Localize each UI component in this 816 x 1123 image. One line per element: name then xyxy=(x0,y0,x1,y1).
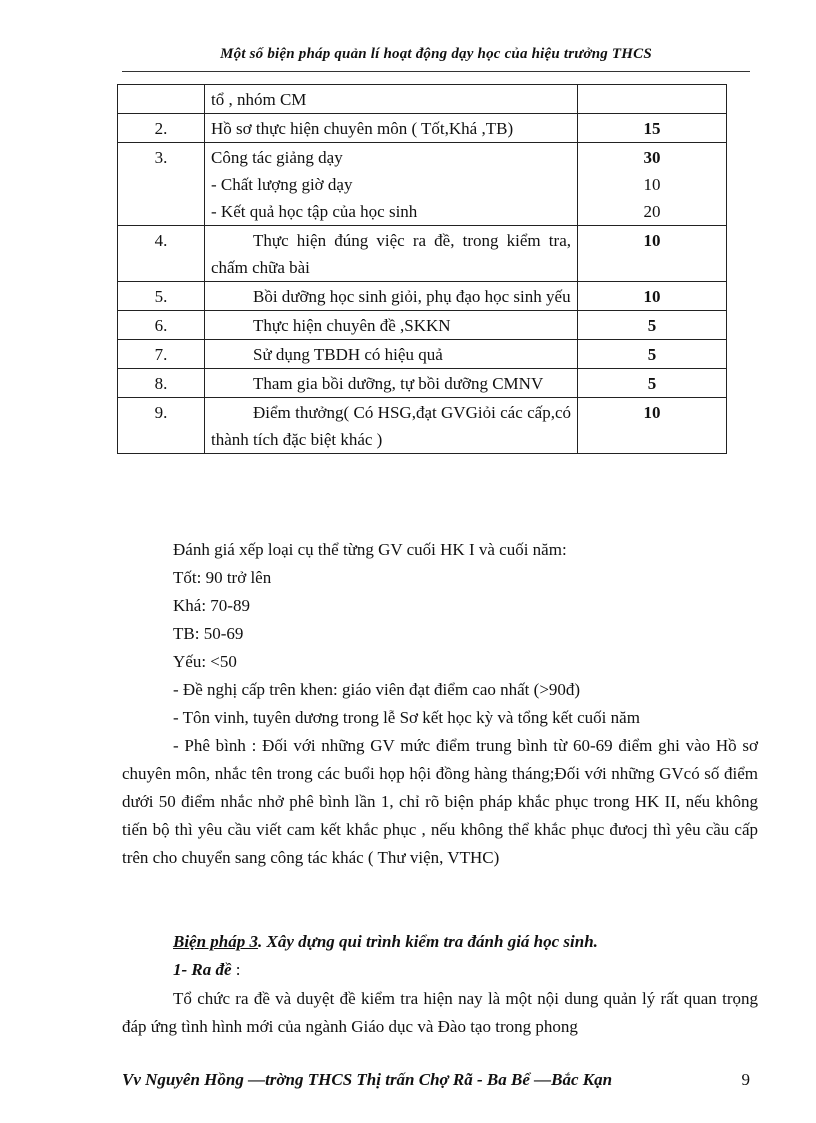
table-row xyxy=(118,311,727,340)
row-description-text: Sử dụng TBDH có hiệu quả xyxy=(253,345,443,364)
row-description-text: Bồi dưỡng học sinh giỏi, phụ đạo học sinh yếu xyxy=(253,287,571,306)
row-description-text: Tham gia bồi dưỡng, tự bồi dưỡng CMNV xyxy=(253,374,544,393)
row-number: 8. xyxy=(118,369,205,398)
row-description xyxy=(205,311,578,340)
row-score-cell xyxy=(578,143,727,226)
row-description xyxy=(205,369,578,398)
running-header: Một số biện pháp quản lí hoạt động dạy học của hiệu trưởng THCS xyxy=(220,46,652,62)
section-label: Biện pháp 3 xyxy=(173,932,259,951)
running-footer xyxy=(122,1070,750,1090)
row-score: 10 xyxy=(578,226,727,282)
row-description xyxy=(205,340,578,369)
row-subscore: 10 xyxy=(643,175,661,194)
row-description-main: Công tác giảng dạy xyxy=(211,148,343,167)
row-subitem: - Kết quả học tập của học sinh xyxy=(211,202,418,221)
row-number xyxy=(118,85,205,114)
row-number: 5. xyxy=(118,282,205,311)
criteria-table xyxy=(117,84,727,454)
row-subitem: - Chất lượng giờ dạy xyxy=(211,175,353,194)
row-score: 10 xyxy=(578,398,727,454)
section-title-text: . Xây dựng qui trình kiểm tra đánh giá học sinh. xyxy=(258,932,598,951)
subsection-heading xyxy=(173,956,241,984)
table-row xyxy=(118,85,727,114)
table-row xyxy=(118,226,727,282)
row-description-text: Thực hiện chuyên đề ,SKKN xyxy=(253,316,451,335)
reward-note: - Đề nghị cấp trên khen: giáo viên đạt điểm cao nhất (>90đ) xyxy=(173,680,581,699)
table-row xyxy=(118,369,727,398)
row-description: Hồ sơ thực hiện chuyên môn ( Tốt,Khá ,TB) xyxy=(205,114,578,143)
criticism-paragraph: - Phê bình : Đối với những GV mức điểm trung bình từ 60-69 điểm ghi vào Hồ sơ chuyên môn, nhắc tên trong các buổi họp hội đồng hàng tháng;Đối với những GVcó số điểm dưới 50 điểm nhắc nhở phê bình lần 1, chỉ rõ biện pháp khắc phục trong HK II, nếu không tiến bộ thì yêu cầu viết cam kết khắc phục , nếu không thể khắc phục đưocj thì yêu cầu cấp trên cho chuyển sang công tác khác ( Thư viện, VTHC) xyxy=(122,736,758,867)
header-divider xyxy=(122,71,750,72)
table-row xyxy=(118,282,727,311)
grade-weak: Yếu: <50 xyxy=(173,652,237,671)
row-description xyxy=(205,143,578,226)
grade-fair: Khá: 70-89 xyxy=(173,596,250,615)
row-description xyxy=(205,226,578,282)
honor-note: - Tôn vinh, tuyên dương trong lễ Sơ kết học kỳ và tổng kết cuối năm xyxy=(173,708,640,727)
row-description-text: Điểm thưởng( Có HSG,đạt GVGiỏi các cấp,có thành tích đặc biệt khác ) xyxy=(211,403,571,449)
row-number: 9. xyxy=(118,398,205,454)
row-number: 3. xyxy=(118,143,205,226)
table-row xyxy=(118,143,727,226)
grade-average: TB: 50-69 xyxy=(173,624,244,643)
row-score: 5 xyxy=(578,311,727,340)
row-score xyxy=(578,85,727,114)
body-paragraph: Tổ chức ra đề và duyệt đề kiểm tra hiện nay là một nội dung quản lý rất quan trọng đáp ứng tình hình mới của ngành Giáo dục và Đào tạo trong phong xyxy=(122,989,758,1036)
evaluation-intro: Đánh giá xếp loại cụ thể từng GV cuối HK I và cuối năm: xyxy=(173,540,567,559)
row-number: 4. xyxy=(118,226,205,282)
subsection-label: 1- Ra đề xyxy=(173,960,232,979)
table-row xyxy=(118,340,727,369)
row-subscore: 20 xyxy=(643,202,661,221)
footer-author: Vv Nguyên Hồng —trờng THCS Thị trấn Chợ Rã - Ba Bể —Bắc Kạn xyxy=(122,1070,613,1089)
row-description xyxy=(205,282,578,311)
page-number: 9 xyxy=(741,1070,750,1089)
row-score: 15 xyxy=(578,114,727,143)
row-score: 30 xyxy=(643,148,661,167)
table-row xyxy=(118,114,727,143)
row-description xyxy=(205,398,578,454)
row-score: 10 xyxy=(578,282,727,311)
row-number: 6. xyxy=(118,311,205,340)
section-heading xyxy=(173,928,758,956)
row-description: tổ , nhóm CM xyxy=(205,85,578,114)
row-number: 2. xyxy=(118,114,205,143)
evaluation-section xyxy=(122,536,758,872)
table-row xyxy=(118,398,727,454)
row-number: 7. xyxy=(118,340,205,369)
grade-good: Tốt: 90 trở lên xyxy=(173,568,272,587)
subsection-colon: : xyxy=(231,960,241,979)
row-description-text: Thực hiện đúng việc ra đề, trong kiểm tra, chấm chữa bài xyxy=(211,231,571,277)
row-score: 5 xyxy=(578,369,727,398)
row-score: 5 xyxy=(578,340,727,369)
